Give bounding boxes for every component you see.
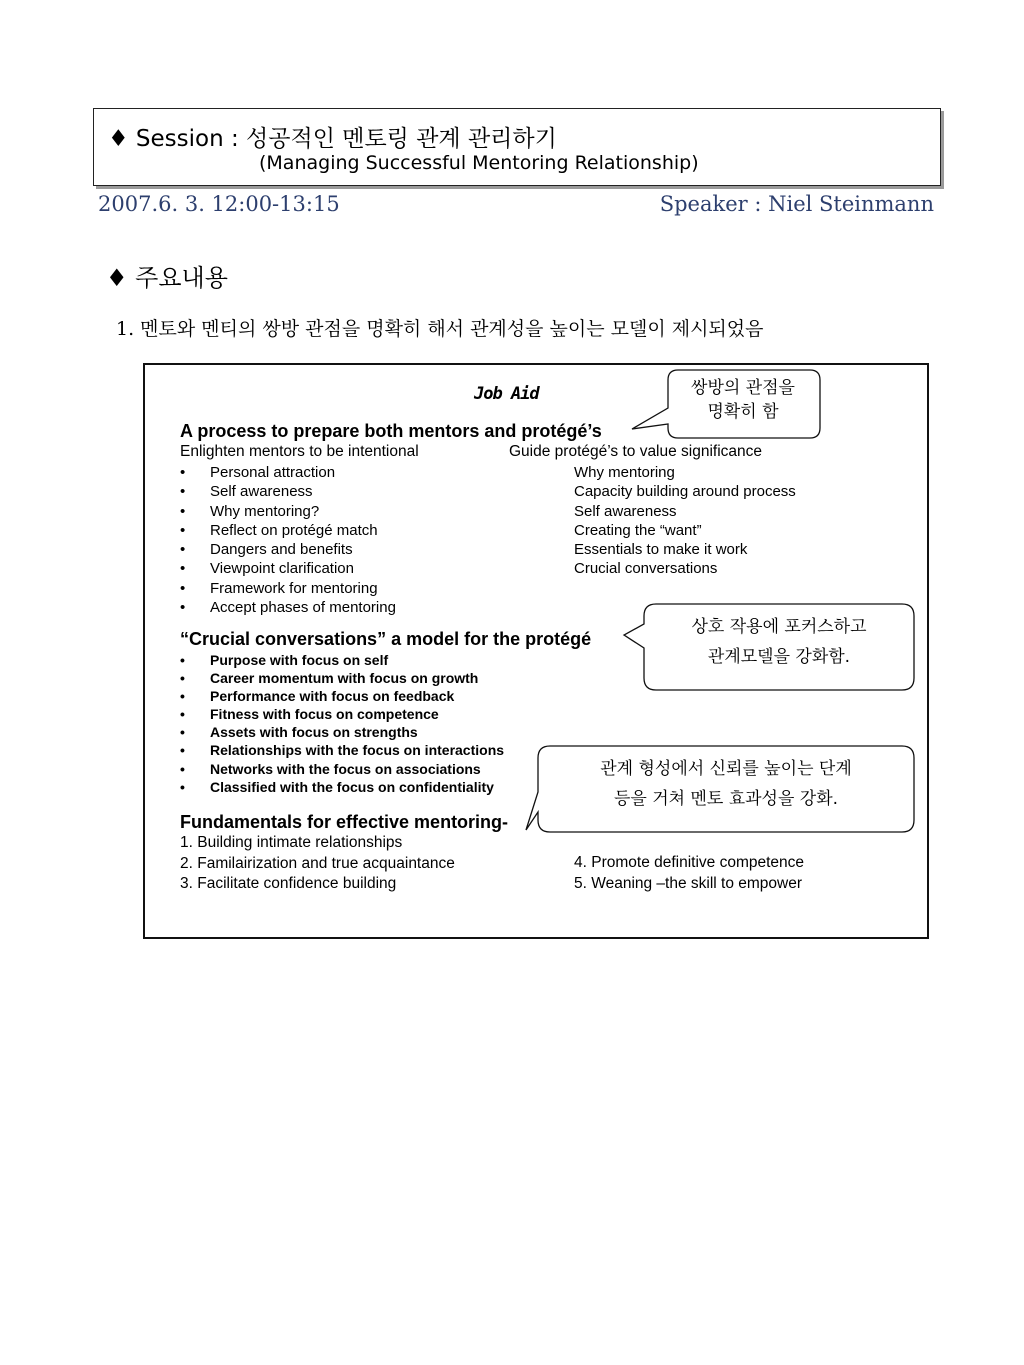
list-item: Why mentoring (574, 464, 675, 481)
list-item-label: Purpose with focus on self (210, 652, 389, 668)
callout-3-text (536, 754, 916, 814)
bullet: • (180, 742, 185, 759)
list-item: Capacity building around process (574, 483, 796, 501)
bullet: • (180, 579, 186, 597)
bullet: • (180, 521, 186, 539)
list-item: Creating the “want” (574, 521, 702, 539)
list-item: 3. Facilitate confidence building (180, 875, 397, 892)
callout-3-line-2: 등을 거쳐 멘토 효과성을 강화. (613, 789, 839, 809)
callout-3-line-1: 관계 형성에서 신뢰를 높이는 단계 (600, 759, 852, 779)
section-heading: ♦ 주요내용 (106, 264, 228, 292)
list-item-label: Why mentoring? (210, 502, 320, 520)
bullet: • (180, 778, 185, 795)
list-item-label: Dangers and benefits (210, 541, 353, 559)
callout-1-text (666, 376, 820, 424)
callout-2-line-2: 관계모델을 강화함. (707, 647, 851, 667)
list-item-label: Fitness with focus on competence (210, 706, 439, 723)
callout-2-line-1: 상호 작용에 포커스하고 (691, 617, 867, 637)
list-item-label: Career momentum with focus on growth (210, 670, 479, 687)
list-item-label: Networks with the focus on associations (210, 760, 481, 777)
list-item: 5. Weaning –the skill to empower (574, 874, 803, 892)
session-datetime: 2007.6. 3. 12:00-13:15 (98, 192, 340, 216)
list-item: 4. Promote definitive competence (574, 854, 805, 871)
list-item-label: Relationships with the focus on interactions (210, 742, 505, 759)
bullet: • (180, 599, 186, 617)
list-item-label: Performance with focus on feedback (210, 688, 455, 705)
bullet: • (180, 483, 186, 501)
job-aid-title: Job Aid (474, 384, 539, 404)
summary-point-1: 1. 멘토와 멘티의 쌍방 관점을 명확히 해서 관계성을 높이는 모델이 제시되었음 (116, 318, 764, 340)
session-title: ♦ Session : 성공적인 멘토링 관계 관리하기 (108, 126, 557, 152)
bullet: • (180, 760, 185, 777)
process-heading: A process to prepare both mentors and protégé’s (180, 421, 602, 441)
list-item-label: Framework for mentoring (210, 579, 378, 597)
bullet: • (180, 464, 186, 481)
protege-column-heading: Guide protégé’s to value significance (509, 443, 763, 460)
list-item-label: Assets with focus on strengths (210, 724, 418, 741)
bullet: • (180, 724, 185, 741)
list-item-label: Personal attraction (210, 464, 336, 481)
crucial-conversations-heading: “Crucial conversations” a model for the protégé (180, 629, 592, 649)
mentor-column-heading: Enlighten mentors to be intentional (180, 443, 419, 460)
bullet: • (180, 652, 185, 668)
list-item: 2. Familairization and true acquaintance (180, 854, 455, 872)
bullet: • (180, 560, 186, 578)
list-item: Crucial conversations (574, 560, 718, 578)
list-item: 1. Building intimate relationships (180, 834, 403, 851)
fundamentals-heading: Fundamentals for effective mentoring- (180, 812, 509, 832)
callout-1-line-1: 쌍방의 관점을 (691, 378, 795, 398)
session-speaker: Speaker : Niel Steinmann (659, 192, 934, 216)
callout-2-text (643, 612, 915, 672)
callout-1-line-2: 명확히 함 (707, 402, 779, 422)
bullet: • (180, 688, 185, 705)
list-item: Self awareness (574, 502, 677, 520)
list-item-label: Reflect on protégé match (210, 521, 378, 539)
bullet: • (180, 670, 185, 687)
list-item-label: Accept phases of mentoring (210, 599, 396, 617)
list-item: Essentials to make it work (574, 541, 748, 559)
bullet: • (180, 541, 186, 559)
list-item-label: Viewpoint clarification (210, 560, 354, 578)
bullet: • (180, 706, 185, 723)
list-item-label: Classified with the focus on confidentiality (210, 778, 494, 795)
list-item-label: Self awareness (210, 483, 313, 501)
session-subtitle: (Managing Successful Mentoring Relationship) (259, 152, 699, 174)
bullet: • (180, 502, 186, 520)
